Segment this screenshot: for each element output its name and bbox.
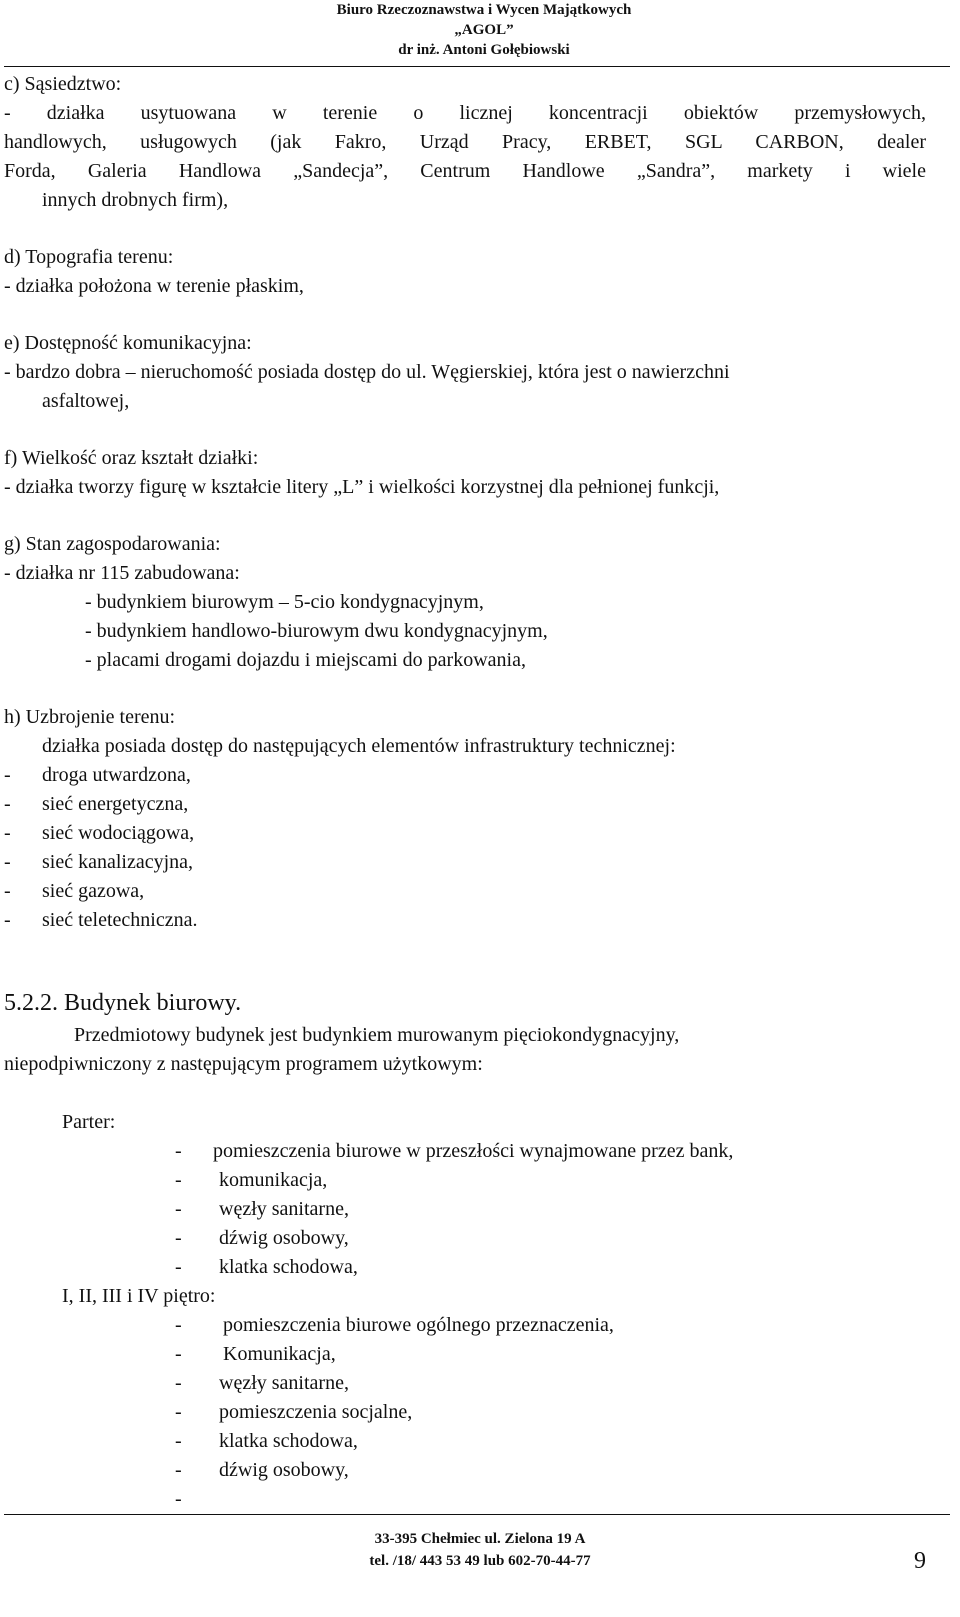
section-e-line: - bardzo dobra – nieruchomość posiada dostęp do ul. Węgierskiej, która jest o nawierzchni — [4, 361, 730, 383]
building-intro: niepodpiwniczony z następującym programem użytkowym: — [4, 1053, 483, 1075]
list-item: - sieć kanalizacyjna, — [4, 851, 194, 873]
list-item: - dźwig osobowy, — [175, 1459, 349, 1481]
list-item: - węzły sanitarne, — [175, 1198, 349, 1220]
section-c-line: Forda, Galeria Handlowa „Sandecja”, Centrum Handlowe „Sandra”, markety i wiele — [4, 160, 926, 182]
section-c-title: c) Sąsiedztwo: — [4, 73, 122, 95]
list-item: - — [175, 1488, 182, 1510]
list-item: - pomieszczenia biurowe ogólnego przeznaczenia, — [175, 1314, 614, 1336]
section-c-line: handlowych, usługowych (jak Fakro, Urząd Pracy, ERBET, SGL CARBON, dealer — [4, 131, 926, 153]
footer-divider — [4, 1514, 950, 1515]
list-item: - klatka schodowa, — [175, 1256, 358, 1278]
building-intro: Przedmiotowy budynek jest budynkiem murowanym pięciokondygnacyjny, — [74, 1024, 680, 1046]
list-item: - pomieszczenia socjalne, — [175, 1401, 413, 1423]
list-item: - sieć wodociągowa, — [4, 822, 195, 844]
section-g-title: g) Stan zagospodarowania: — [4, 533, 221, 555]
list-item: - klatka schodowa, — [175, 1430, 358, 1452]
section-d-line: - działka położona w terenie płaskim, — [4, 275, 304, 297]
list-item: - pomieszczenia biurowe w przeszłości wynajmowane przez bank, — [175, 1140, 734, 1162]
header-brand: „AGOL” — [454, 22, 514, 38]
header-author: dr inż. Antoni Gołębiowski — [398, 42, 570, 58]
list-item: - sieć teletechniczna. — [4, 909, 198, 931]
section-f-title: f) Wielkość oraz kształt działki: — [4, 447, 259, 469]
document-body — [4, 70, 926, 1514]
footer-address: 33-395 Chełmiec ul. Zielona 19 A — [374, 1531, 586, 1547]
section-e-title: e) Dostępność komunikacyjna: — [4, 332, 252, 354]
section-c-line: innych drobnych firm), — [42, 189, 229, 211]
list-item: - dźwig osobowy, — [175, 1227, 349, 1249]
section-g-line: - działka nr 115 zabudowana: — [4, 562, 240, 584]
section-h-title: h) Uzbrojenie terenu: — [4, 706, 176, 728]
section-g-subitem: - placami drogami dojazdu i miejscami do parkowania, — [85, 649, 526, 671]
section-g-subitem: - budynkiem handlowo-biurowym dwu kondygnacyjnym, — [85, 620, 548, 642]
header-divider — [4, 66, 950, 67]
ground-floor-label: Parter: — [62, 1111, 116, 1133]
list-item: - Komunikacja, — [175, 1343, 336, 1365]
section-f-line: - działka tworzy figurę w kształcie litery „L” i wielkości korzystnej dla pełnionej funkcji, — [4, 476, 720, 498]
list-item: - sieć gazowa, — [4, 880, 145, 902]
section-e-line: asfaltowej, — [42, 390, 130, 412]
upper-floors-label: I, II, III i IV piętro: — [62, 1285, 216, 1307]
section-h-intro: działka posiada dostęp do następujących elementów infrastruktury technicznej: — [42, 735, 676, 757]
footer-phone: tel. /18/ 443 53 49 lub 602-70-44-77 — [369, 1553, 591, 1569]
page-header — [0, 0, 960, 66]
section-g-subitem: - budynkiem biurowym – 5-cio kondygnacyjnym, — [85, 591, 484, 613]
list-item: - węzły sanitarne, — [175, 1372, 349, 1394]
section-c-line: - działka usytuowana w terenie o licznej koncentracji obiektów przemysłowych, — [4, 102, 926, 124]
list-item: - sieć energetyczna, — [4, 793, 189, 815]
section-d-title: d) Topografia terenu: — [4, 246, 174, 268]
list-item: - komunikacja, — [175, 1169, 328, 1191]
section-heading-building: 5.2.2. Budynek biurowy. — [4, 990, 242, 1016]
page-number: 9 — [914, 1548, 926, 1574]
header-company: Biuro Rzeczoznawstwa i Wycen Majątkowych — [336, 2, 632, 18]
list-item: - droga utwardzona, — [4, 764, 191, 786]
